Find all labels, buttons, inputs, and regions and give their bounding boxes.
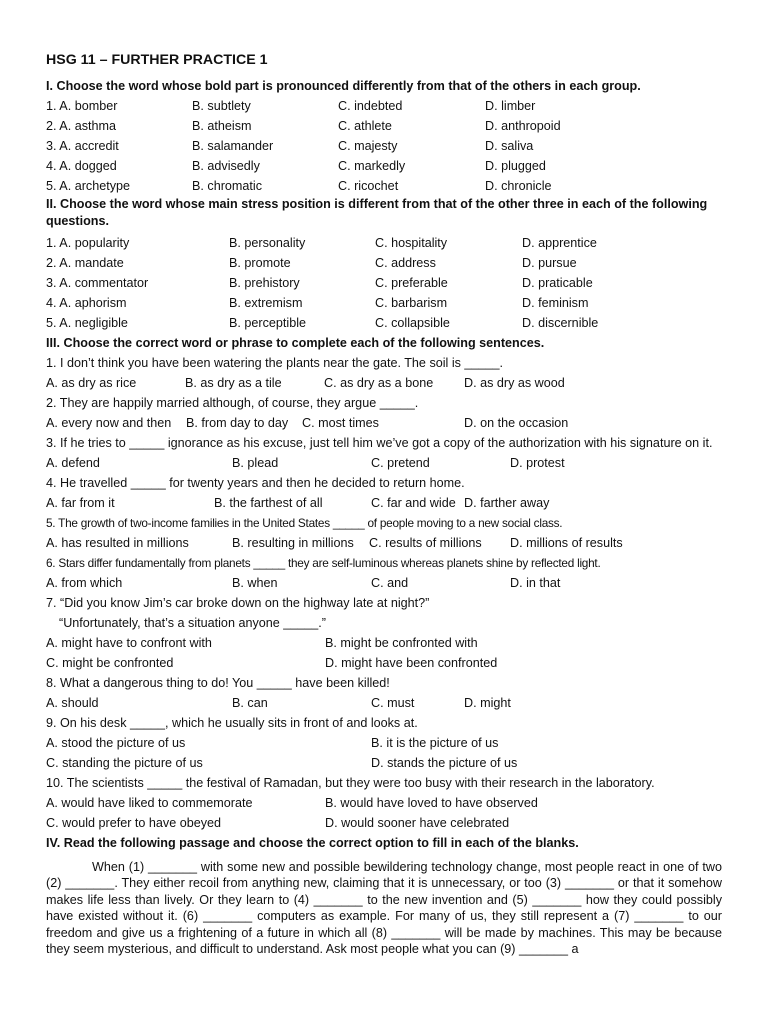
option-d: D. feminism — [522, 296, 589, 310]
option-b: B. salamander — [192, 139, 274, 153]
answer-row — [46, 493, 722, 513]
option-b: B. resulting in millions — [232, 536, 354, 550]
option-a: 4. A. dogged — [46, 159, 117, 173]
option-b: B. the farthest of all — [214, 496, 323, 510]
option-b: B. chromatic — [192, 179, 262, 193]
question-text: 1. I don’t think you have been watering the plants near the gate. The soil is _____. — [46, 356, 503, 370]
option-a: 1. A. popularity — [46, 236, 130, 250]
option-c: C. address — [375, 256, 436, 270]
option-b: B. it is the picture of us — [371, 736, 499, 750]
option-d: D. limber — [485, 99, 536, 113]
question-text: 9. On his desk _____, which he usually sits in front of and looks at. — [46, 716, 418, 730]
option-a: 3. A. commentator — [46, 276, 149, 290]
answer-row — [46, 453, 722, 473]
section-1-row — [46, 156, 722, 176]
option-d: D. pursue — [522, 256, 577, 270]
option-c: C. majesty — [338, 139, 398, 153]
option-c: C. pretend — [371, 456, 430, 470]
option-b: B. promote — [229, 256, 291, 270]
option-d: D. on the occasion — [464, 416, 569, 430]
question-text: 8. What a dangerous thing to do! You _____ have been killed! — [46, 676, 390, 690]
option-c: C. barbarism — [375, 296, 448, 310]
option-d: D. protest — [510, 456, 565, 470]
option-a: A. every now and then — [46, 416, 172, 430]
option-a: 5. A. negligible — [46, 316, 128, 330]
option-d: D. discernible — [522, 316, 599, 330]
question-text: 2. They are happily married although, of course, they argue _____. — [46, 396, 419, 410]
answer-row — [46, 533, 722, 553]
section-2-row — [46, 233, 722, 253]
answer-row — [46, 413, 722, 433]
reading-passage: When (1) _______ with some new and possible bewildering technology change, most people react in one of two (2) _______. They either recoil from anything new, claiming that it is unnecessary, or too (3) _______ or that it somehow makes life less than lively. Or they learn to (4) _______ to the new invention and (5) _______ how they could possibly have existed without it. (6) _______ computers as example. For many of us, they still represent a (7) _______ to our freedom and give us a frightening of a future in which all (8) _______ will be made by machines. This may be because they seem mysterious, and difficult to understand. Ask most people what you can (9) _______ a — [46, 860, 722, 957]
option-d: D. farther away — [464, 496, 550, 510]
option-d: D. in that — [510, 576, 561, 590]
section-1-row — [46, 116, 722, 136]
section-2-heading: II. Choose the word whose main stress position is different from that of the other three in each of the following questions. — [46, 197, 708, 228]
option-c: C. far and wide — [371, 496, 456, 510]
option-a: 2. A. asthma — [46, 119, 117, 133]
option-c: C. as dry as a bone — [324, 376, 434, 390]
option-d: D. might — [464, 696, 511, 710]
option-d: D. might have been confronted — [325, 656, 498, 670]
option-b: B. plead — [232, 456, 279, 470]
option-a: A. as dry as rice — [46, 376, 137, 390]
option-a: A. has resulted in millions — [46, 536, 189, 550]
question-text: 6. Stars differ fundamentally from planets _____ they are self-luminous whereas planets shine by reflected light. — [46, 556, 601, 570]
option-a: 3. A. accredit — [46, 139, 119, 153]
answer-row — [46, 373, 722, 393]
option-b: B. subtlety — [192, 99, 251, 113]
option-c: C. would prefer to have obeyed — [46, 816, 222, 830]
option-a: 5. A. archetype — [46, 179, 131, 193]
option-a: A. defend — [46, 456, 100, 470]
option-b: B. advisedly — [192, 159, 260, 173]
option-d: D. millions of results — [510, 536, 623, 550]
option-a: A. might have to confront with — [46, 636, 212, 650]
option-b: B. from day to day — [186, 416, 289, 430]
option-b: B. can — [232, 696, 268, 710]
section-4-heading: IV. Read the following passage and choose the correct option to fill in each of the blanks. — [46, 836, 579, 850]
question-text: 10. The scientists _____ the festival of Ramadan, but they were too busy with their research in the laboratory. — [46, 776, 655, 790]
question-text: 4. He travelled _____ for twenty years and then he decided to return home. — [46, 476, 465, 490]
option-c: C. most times — [302, 416, 379, 430]
option-b: B. as dry as a tile — [185, 376, 282, 390]
answer-row — [46, 693, 722, 713]
option-b: B. perceptible — [229, 316, 307, 330]
option-a: A. far from it — [46, 496, 115, 510]
worksheet — [46, 50, 722, 957]
section-2-row — [46, 293, 722, 313]
answer-row — [46, 573, 722, 593]
option-b: B. atheism — [192, 119, 252, 133]
option-a: 1. A. bomber — [46, 99, 118, 113]
section-2-row — [46, 273, 722, 293]
section-2-row — [46, 253, 722, 273]
option-a: 2. A. mandate — [46, 256, 124, 270]
option-b: B. might be confronted with — [325, 636, 478, 650]
option-d: D. saliva — [485, 139, 534, 153]
option-d: D. would sooner have celebrated — [325, 816, 510, 830]
section-1-row — [46, 96, 722, 116]
option-b: B. when — [232, 576, 278, 590]
option-a: A. should — [46, 696, 99, 710]
option-b: B. would have loved to have observed — [325, 796, 538, 810]
question-text: 7. “Did you know Jim’s car broke down on the highway late at night?” — [46, 596, 430, 610]
option-c: C. standing the picture of us — [46, 756, 203, 770]
option-c: C. ricochet — [338, 179, 399, 193]
section-1-heading: I. Choose the word whose bold part is pronounced differently from that of the others in each group. — [46, 79, 641, 93]
option-c: C. might be confronted — [46, 656, 174, 670]
option-b: B. prehistory — [229, 276, 300, 290]
option-c: C. markedly — [338, 159, 406, 173]
option-c: C. results of millions — [369, 536, 482, 550]
option-a: A. stood the picture of us — [46, 736, 186, 750]
option-d: D. apprentice — [522, 236, 597, 250]
option-c: C. and — [371, 576, 409, 590]
section-2-row — [46, 313, 722, 333]
page-title: HSG 11 – FURTHER PRACTICE 1 — [46, 52, 268, 68]
answer-row — [46, 733, 722, 753]
option-c: C. athlete — [338, 119, 392, 133]
answer-row — [46, 813, 722, 833]
option-d: D. as dry as wood — [464, 376, 565, 390]
option-c: C. collapsible — [375, 316, 450, 330]
answer-row — [46, 653, 722, 673]
question-text-continued: “Unfortunately, that’s a situation anyone _____.” — [59, 616, 326, 630]
option-b: B. extremism — [229, 296, 303, 310]
option-a: A. from which — [46, 576, 123, 590]
section-1-row — [46, 176, 722, 196]
section-1-row — [46, 136, 722, 156]
section-3-heading: III. Choose the correct word or phrase to complete each of the following sentences. — [46, 336, 545, 350]
option-a: A. would have liked to commemorate — [46, 796, 253, 810]
answer-row — [46, 793, 722, 813]
option-c: C. indebted — [338, 99, 403, 113]
option-d: D. plugged — [485, 159, 546, 173]
option-d: D. praticable — [522, 276, 593, 290]
question-text: 3. If he tries to _____ ignorance as his excuse, just tell him we’ve got a copy of the authorization with his signature on it. — [46, 436, 713, 450]
option-d: D. anthropoid — [485, 119, 561, 133]
option-c: C. hospitality — [375, 236, 448, 250]
answer-row — [46, 633, 722, 653]
option-a: 4. A. aphorism — [46, 296, 127, 310]
option-c: C. preferable — [375, 276, 448, 290]
question-text: 5. The growth of two-income families in the United States _____ of people moving to a new social class. — [46, 516, 563, 530]
option-d: D. stands the picture of us — [371, 756, 518, 770]
option-b: B. personality — [229, 236, 306, 250]
answer-row — [46, 753, 722, 773]
option-c: C. must — [371, 696, 415, 710]
option-d: D. chronicle — [485, 179, 552, 193]
